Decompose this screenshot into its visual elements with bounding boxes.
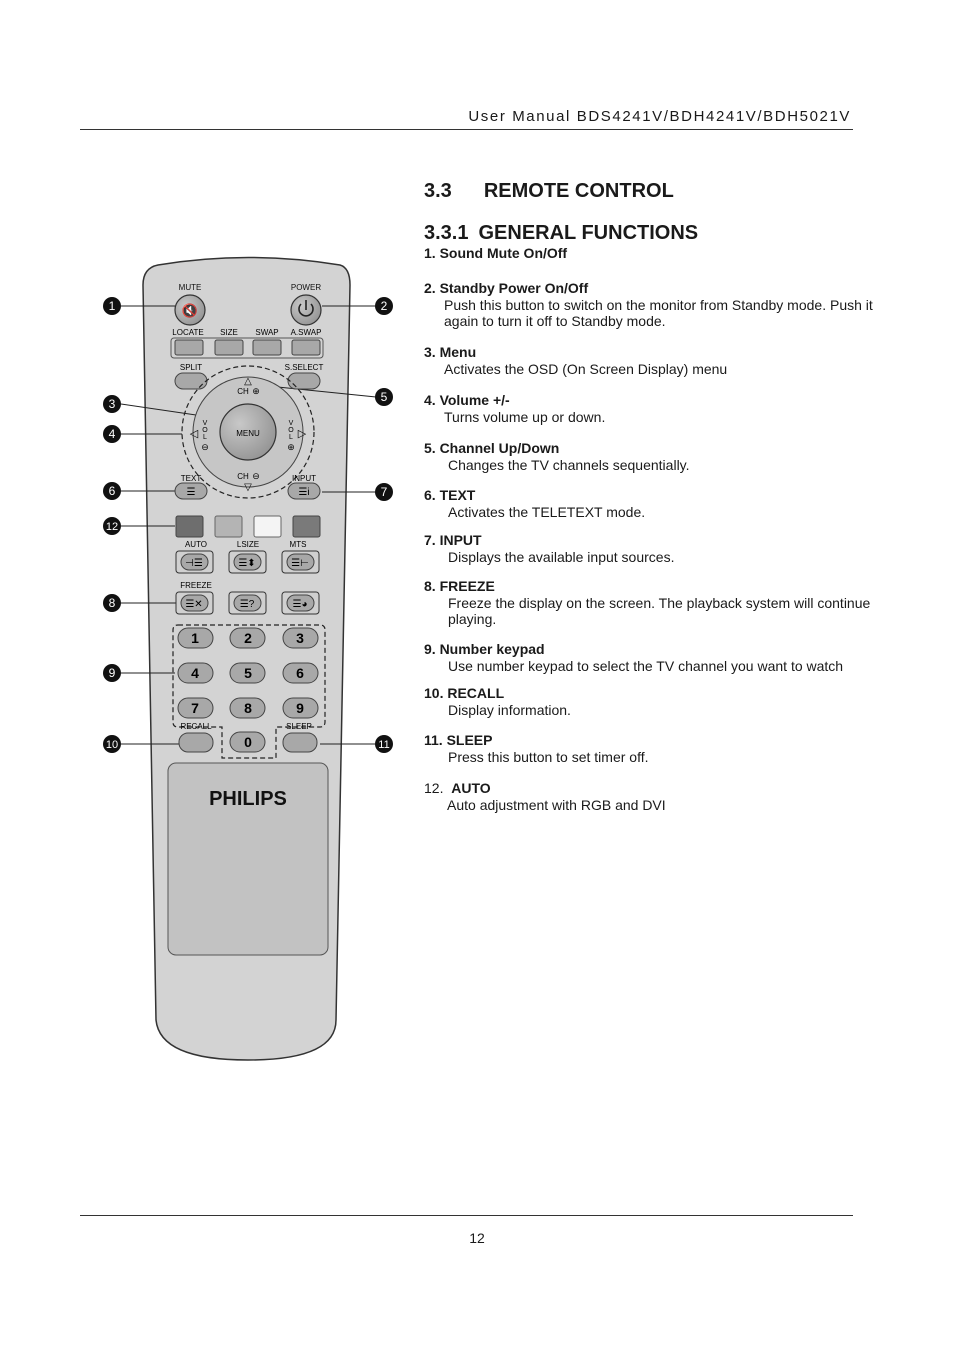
auto-icon: ⊣☰ <box>185 558 203 569</box>
function-item-8: 8. FREEZE Freeze the display on the screen. The playback system will continue playing. <box>424 578 871 627</box>
ch-minus-icon: ⊖ <box>252 471 260 481</box>
footer-divider <box>80 1215 853 1216</box>
function-item-9: 9. Number keypad Use number keypad to select the TV channel you want to watch <box>424 641 844 674</box>
brand-logo: PHILIPS <box>209 788 287 810</box>
lsize-icon: ☰⬍ <box>238 558 256 569</box>
function-item-12: 12. AUTO Auto adjustment with RGB and DVI <box>424 780 666 813</box>
svg-text:LOCATE: LOCATE <box>172 328 204 337</box>
function-item-2: 2. Standby Power On/Off Push this button to switch on the monitor from Standby mode. Push it again to turn it off to Standby mode. <box>424 280 873 329</box>
svg-text:O: O <box>288 427 294 434</box>
svg-text:V: V <box>202 420 208 427</box>
svg-text:6: 6 <box>108 484 116 498</box>
color-key-3 <box>254 516 281 537</box>
function-item-10: 10. RECALL Display information. <box>424 685 571 718</box>
svg-text:8: 8 <box>108 596 116 610</box>
svg-text:3: 3 <box>108 397 116 411</box>
vol-minus-icon: ⊖ <box>201 442 209 452</box>
function-item-7: 7. INPUT Displays the available input sources. <box>424 532 675 565</box>
sselect-button <box>288 373 320 389</box>
vol-left-arrow-icon: ◁ <box>189 428 199 440</box>
svg-text:O: O <box>202 427 208 434</box>
page-header <box>80 108 853 130</box>
svg-text:10: 10 <box>105 739 119 751</box>
manual-title: User Manual BDS4241V/BDH4241V/BDH5021V <box>468 108 851 125</box>
menu-label: MENU <box>236 429 260 438</box>
function-item-6: 6. TEXT Activates the TELETEXT mode. <box>424 487 646 520</box>
ch-plus-icon: ⊕ <box>252 386 260 396</box>
svg-text:2: 2 <box>244 630 252 646</box>
svg-text:V: V <box>288 420 294 427</box>
svg-text:7: 7 <box>380 485 388 499</box>
svg-text:LSIZE: LSIZE <box>236 540 260 549</box>
clock-icon: ☰◕ <box>292 599 308 610</box>
svg-text:SWAP: SWAP <box>255 328 279 337</box>
ch-up-arrow-icon: △ <box>244 376 252 387</box>
svg-text:2: 2 <box>380 299 388 313</box>
power-label: POWER <box>290 283 322 292</box>
svg-text:1: 1 <box>191 630 199 646</box>
recall-button <box>179 733 213 752</box>
svg-text:12: 12 <box>105 521 119 533</box>
size-button <box>215 340 243 355</box>
teletext-icon: ☰ <box>186 487 196 498</box>
svg-text:TEXT: TEXT <box>180 474 202 483</box>
svg-text:CH: CH <box>237 472 249 481</box>
svg-text:4: 4 <box>108 427 116 441</box>
mts-icon: ☰⊢ <box>291 558 309 569</box>
subsection-heading: 3.3.1 GENERAL FUNCTIONS <box>424 222 699 244</box>
svg-text:L: L <box>289 434 293 441</box>
vol-plus-icon: ⊕ <box>287 442 295 452</box>
svg-text:SIZE: SIZE <box>220 328 238 337</box>
function-item-11: 11. SLEEP Press this button to set timer off. <box>424 732 649 765</box>
function-item-1: 1. Sound Mute On/Off <box>424 245 568 261</box>
svg-text:5: 5 <box>380 390 388 404</box>
svg-text:1: 1 <box>108 299 116 313</box>
svg-text:SLEEP: SLEEP <box>286 722 312 731</box>
info-icon: ☰i <box>298 487 310 498</box>
vol-right-arrow-icon: ▷ <box>297 428 307 440</box>
svg-text:SPLIT: SPLIT <box>179 363 203 372</box>
svg-text:8: 8 <box>244 700 252 716</box>
svg-text:RECALL: RECALL <box>180 722 212 731</box>
color-key-1 <box>176 516 203 537</box>
mute-icon: 🔇 <box>181 303 199 318</box>
page-number: 12 <box>469 1230 485 1246</box>
aswap-button <box>292 340 320 355</box>
locate-button <box>175 340 203 355</box>
sleep-button <box>283 733 317 752</box>
function-item-5: 5. Channel Up/Down Changes the TV channels sequentially. <box>424 440 690 473</box>
svg-text:S.SELECT: S.SELECT <box>284 363 324 372</box>
reveal-icon: ☰? <box>239 599 255 610</box>
svg-text:CH: CH <box>237 387 249 396</box>
color-key-2 <box>215 516 242 537</box>
function-item-3: 3. Menu Activates the OSD (On Screen Display) menu <box>424 344 728 377</box>
color-key-4 <box>293 516 320 537</box>
ch-down-arrow-icon: ▽ <box>244 482 252 493</box>
section-heading: 3.3 REMOTE CONTROL <box>424 180 674 202</box>
freeze-icon: ☰✕ <box>185 599 203 610</box>
svg-text:7: 7 <box>191 700 199 716</box>
svg-text:0: 0 <box>244 734 252 750</box>
svg-text:INPUT: INPUT <box>292 474 316 483</box>
svg-text:11: 11 <box>378 739 390 751</box>
svg-text:FREEZE: FREEZE <box>180 581 212 590</box>
svg-text:3: 3 <box>296 630 304 646</box>
svg-text:L: L <box>203 434 207 441</box>
split-button <box>175 373 207 389</box>
mute-label: MUTE <box>178 283 202 292</box>
svg-text:4: 4 <box>191 665 199 681</box>
svg-text:9: 9 <box>296 700 304 716</box>
remote-control-illustration <box>95 255 395 1065</box>
svg-text:MTS: MTS <box>289 540 307 549</box>
svg-text:AUTO: AUTO <box>184 540 208 549</box>
svg-text:5: 5 <box>244 665 252 681</box>
svg-text:6: 6 <box>296 665 304 681</box>
svg-text:A.SWAP: A.SWAP <box>290 328 322 337</box>
function-item-4: 4. Volume +/- Turns volume up or down. <box>424 392 606 425</box>
swap-button <box>253 340 281 355</box>
svg-text:9: 9 <box>108 666 116 680</box>
